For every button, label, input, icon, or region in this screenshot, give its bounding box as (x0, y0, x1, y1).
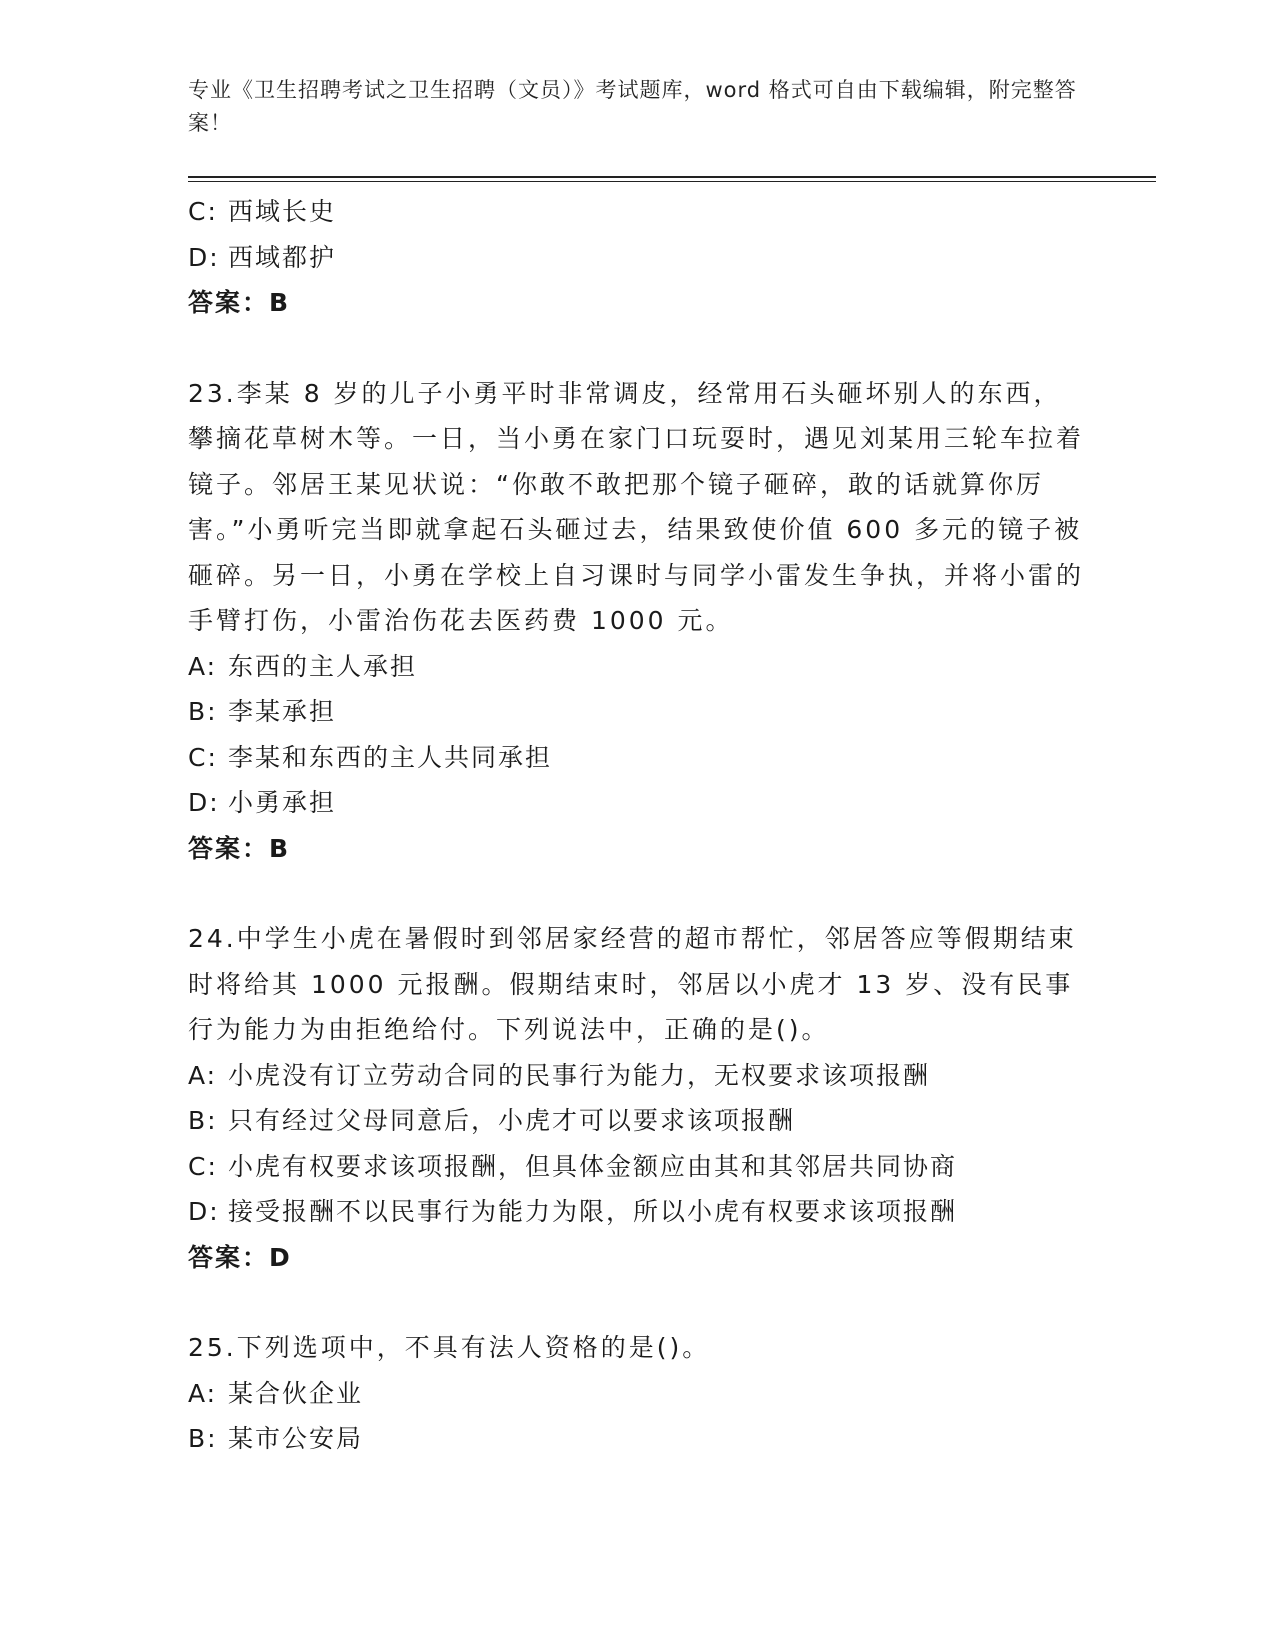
option-key: D: (188, 788, 220, 817)
option-b (188, 689, 1088, 735)
option-b (188, 1098, 1088, 1144)
option-c (188, 1144, 1088, 1190)
question-stem: 24.中学生小虎在暑假时到邻居家经营的超市帮忙，邻居答应等假期结束时将给其 1000 元报酬。假期结束时，邻居以小虎才 13 岁、没有民事行为能力为由拒绝给付。下列说法中，正确的是()。 (188, 924, 1077, 1044)
option-key: A: (188, 1378, 218, 1408)
header-rule-thick (188, 176, 1156, 178)
option-text: 某合伙企业 (228, 1378, 364, 1408)
option-c (188, 735, 1088, 781)
question-block-25 (188, 1325, 1088, 1462)
option-key: C: (188, 742, 218, 772)
question-block-23 (188, 371, 1088, 872)
question-block-22 (188, 189, 1088, 326)
option-text: 接受报酬不以民事行为能力为限，所以小虎有权要求该项报酬 (228, 1197, 958, 1226)
question-block-24 (188, 916, 1088, 1280)
answer-line: 答案：D (188, 1242, 292, 1272)
option-key: B: (188, 697, 218, 726)
spacer (188, 871, 1088, 916)
answer-line: 答案：B (188, 288, 291, 317)
option-text: 小虎没有订立劳动合同的民事行为能力，无权要求该项报酬 (228, 1060, 931, 1090)
option-d (188, 780, 1088, 826)
header-rule-thin (188, 181, 1156, 182)
option-key: A: (188, 1060, 218, 1090)
option-text: 李某和东西的主人共同承担 (228, 742, 553, 772)
spacer (188, 1280, 1088, 1325)
option-key: B: (188, 1106, 218, 1135)
spacer (188, 326, 1088, 371)
option-key: C: (188, 197, 218, 226)
option-key: D: (188, 1197, 220, 1226)
option-text: 小虎有权要求该项报酬，但具体金额应由其和其邻居共同协商 (228, 1151, 958, 1181)
page-header: 专业《卫生招聘考试之卫生招聘（文员）》考试题库，word 格式可自由下载编辑，附完整答案！ (188, 78, 1077, 135)
question-stem: 25.下列选项中，不具有法人资格的是()。 (188, 1333, 711, 1362)
option-text: 西域长史 (228, 197, 337, 226)
option-d (188, 1189, 1088, 1235)
option-text: 某市公安局 (228, 1424, 364, 1453)
option-text: 只有经过父母同意后，小虎才可以要求该项报酬 (228, 1106, 796, 1135)
option-b (188, 1416, 1088, 1462)
option-text: 小勇承担 (228, 788, 337, 817)
option-key: C: (188, 1151, 218, 1181)
option-key: A: (188, 651, 218, 681)
option-a (188, 1371, 1088, 1417)
option-text: 李某承担 (228, 697, 337, 726)
option-key: B: (188, 1424, 218, 1453)
option-a (188, 1053, 1088, 1099)
option-key: D: (188, 242, 220, 272)
document-content (188, 189, 1088, 1462)
answer-line: 答案：B (188, 833, 291, 863)
option-d (188, 235, 1088, 281)
option-c (188, 189, 1088, 235)
option-text: 东西的主人承担 (228, 651, 418, 681)
option-text: 西域都护 (228, 242, 337, 272)
option-a (188, 644, 1088, 690)
question-stem: 23.李某 8 岁的儿子小勇平时非常调皮，经常用石头砸坏别人的东西，攀摘花草树木等。一日，当小勇在家门口玩耍时，遇见刘某用三轮车拉着镜子。邻居王某见状说：“你敢不敢把那个镜子砸碎，敢的话就算你厉害。”小勇听完当即就拿起石头砸过去，结果致使价值 600 多元的镜子被砸碎。另一日，小勇在学校上自习课时与同学小雷发生争执，并将小雷的手臂打伤，小雷治伤花去医药费 1000 元。 (188, 378, 1085, 635)
